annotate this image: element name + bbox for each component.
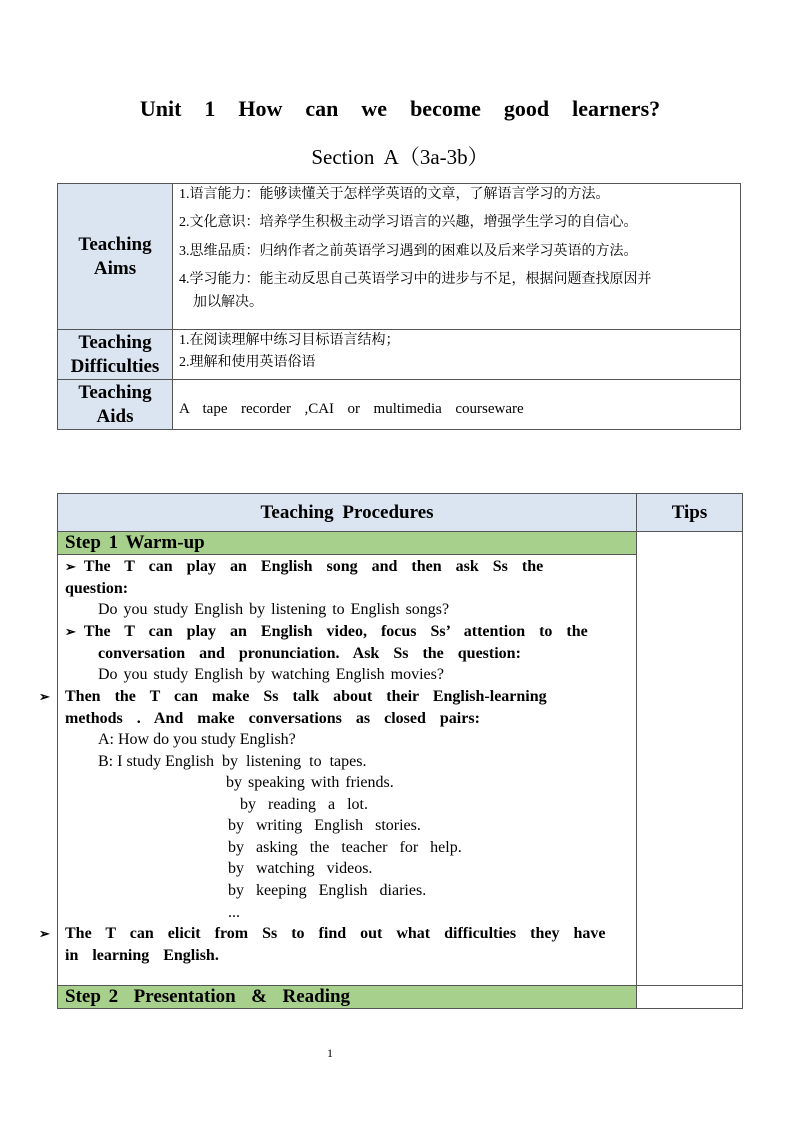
page-number: 1 bbox=[327, 1046, 333, 1060]
p3-line2: methods . And make conversations as closed pairs: bbox=[65, 709, 480, 727]
p4-line2: in learning English. bbox=[65, 946, 219, 964]
p1-line2: question: bbox=[65, 579, 129, 597]
teaching-procedures-table bbox=[39, 493, 743, 1009]
procedure-item-3 bbox=[39, 686, 615, 729]
bullet-arrow-icon: ➢ bbox=[39, 926, 50, 941]
difficulties-label-line2: Difficulties bbox=[70, 355, 160, 377]
aids-content-cell bbox=[173, 380, 741, 430]
aids-label-line2: Aids bbox=[96, 405, 134, 427]
method-item: by writing English stories. bbox=[228, 817, 421, 835]
method-item: by keeping English diaries. bbox=[228, 881, 427, 899]
tips-cell-step2 bbox=[637, 986, 743, 1009]
difficulty-item-1: 1.在阅读理解中练习目标语言结构； bbox=[179, 333, 400, 348]
difficulties-content-cell bbox=[173, 330, 741, 380]
procedure-item-1 bbox=[65, 556, 615, 599]
bullet-arrow-icon: ➢ bbox=[65, 624, 76, 639]
method-list bbox=[65, 772, 778, 923]
bullet-arrow-icon: ➢ bbox=[39, 689, 50, 704]
p3-line1: Then the T can make Ss talk about their English-learning bbox=[65, 688, 547, 705]
method-item: by watching videos. bbox=[228, 860, 373, 878]
aids-label-line1: Teaching bbox=[78, 381, 152, 403]
p2-line1: The T can play an English video, focus Ss’ attention to the bbox=[83, 623, 588, 640]
p1-question: Do you study English by listening to English songs? bbox=[98, 601, 450, 618]
p1-line1: The T can play an English song and then ask Ss the bbox=[83, 558, 544, 575]
aims-label-line1: Teaching bbox=[78, 233, 152, 255]
method-item: by asking the teacher for help. bbox=[228, 838, 462, 856]
procedures-header: Teaching Procedures bbox=[58, 494, 637, 532]
difficulty-item-2: 2.理解和使用英语俗语 bbox=[179, 355, 316, 370]
aims-content-cell bbox=[173, 184, 741, 330]
aids-text: A tape recorder ,CAI or multimedia courseware bbox=[179, 401, 524, 417]
method-item: by reading a lot. bbox=[228, 795, 368, 813]
document-subtitle: Section A（3a-3b） bbox=[311, 145, 489, 169]
step1-heading: Step 1 Warm-up bbox=[58, 532, 637, 555]
p4-line1: The T can elicit from Ss to find out what difficulties they have bbox=[65, 925, 606, 942]
bullet-arrow-icon: ➢ bbox=[65, 559, 76, 574]
aim-item-2: 2.文化意识：培养学生积极主动学习语言的兴趣，增强学生学习的自信心。 bbox=[179, 215, 638, 230]
procedure-item-2 bbox=[65, 621, 615, 664]
step1-content bbox=[39, 555, 637, 986]
method-item: ... bbox=[228, 903, 240, 921]
aims-label-line2: Aims bbox=[93, 257, 137, 279]
document-title: Unit 1 How can we become good learners? bbox=[139, 96, 661, 121]
aids-label-cell bbox=[58, 380, 173, 430]
step2-heading: Step 2 Presentation & Reading bbox=[58, 986, 637, 1009]
difficulties-label-line1: Teaching bbox=[78, 331, 152, 353]
p2-question: Do you study English by watching English movies? bbox=[98, 666, 444, 683]
dialog-line-a: A: How do you study English? bbox=[98, 731, 296, 748]
procedure-item-4 bbox=[39, 923, 615, 966]
tips-header: Tips bbox=[637, 494, 743, 532]
teaching-aims-table bbox=[57, 183, 741, 430]
aim-item-4-continued: 加以解决。 bbox=[193, 295, 263, 310]
aims-label-cell bbox=[58, 184, 173, 330]
aim-item-4: 4.学习能力：能主动反思自己英语学习中的进步与不足，根据问题查找原因并 bbox=[179, 272, 652, 287]
difficulties-label-cell bbox=[58, 330, 173, 380]
aim-item-1: 1.语言能力：能够读懂关于怎样学英语的文章，了解语言学习的方法。 bbox=[179, 187, 610, 202]
method-item: by speaking with friends. bbox=[226, 774, 394, 791]
p2-line2: conversation and pronunciation. Ask Ss the question: bbox=[98, 644, 521, 662]
aim-item-3: 3.思维品质：归纳作者之前英语学习遇到的困难以及后来学习英语的方法。 bbox=[179, 244, 638, 259]
dialog-line-b: B: I study English by listening to tapes. bbox=[98, 753, 367, 770]
